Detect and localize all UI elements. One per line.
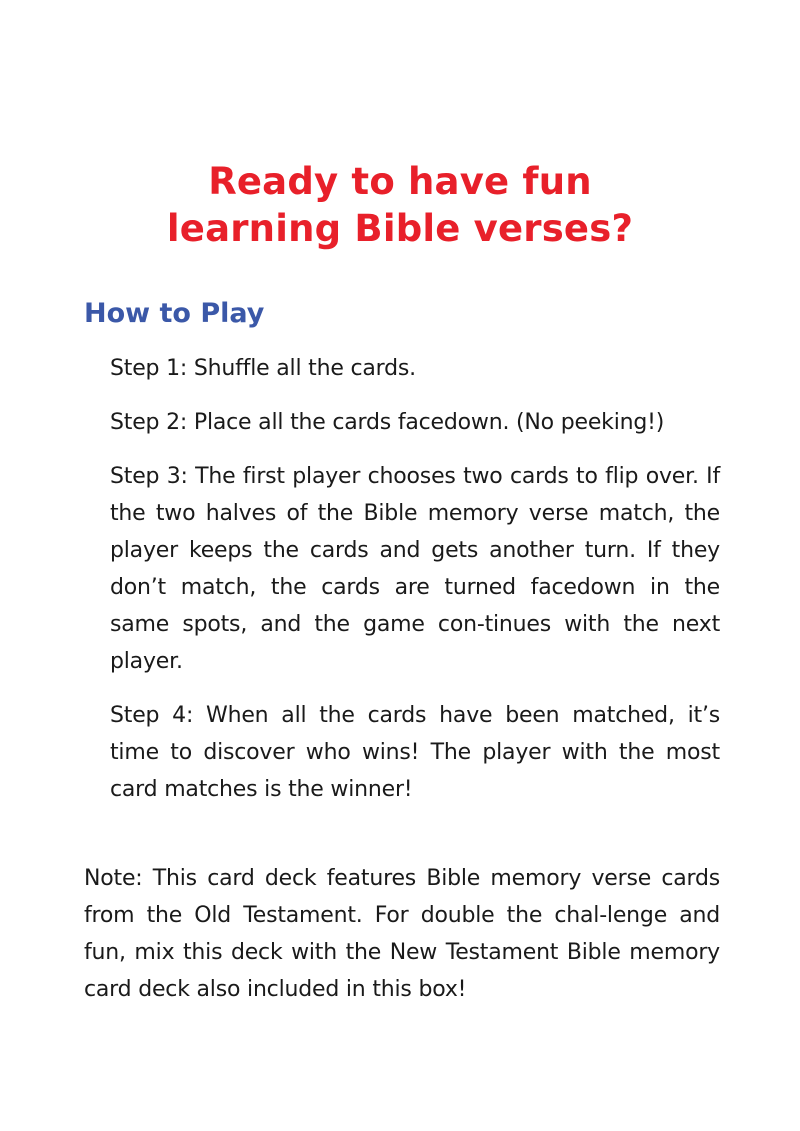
title-line-2: learning Bible verses? [166,207,634,250]
steps-list [110,350,720,825]
note-paragraph: Note: This card deck features Bible memory verse cards from the Old Testament. For double the chal-lenge and fun, mix this deck with the New Testament Bible memory card deck also included in this box! [84,866,720,1002]
title-line-1: Ready to have fun [208,160,592,203]
step-1: Step 1: Shuffle all the cards. [110,356,416,381]
step-4: Step 4: When all the cards have been matched, it’s time to discover who wins! The player with the most card matches is the winner! [110,703,720,802]
section-heading: How to Play [84,298,265,329]
step-3: Step 3: The first player chooses two cards to flip over. If the two halves of the Bible memory verse match, the player keeps the cards and gets another turn. If they don’t match, the cards are turned facedown in the same spots, and the game con-tinues with the next player. [110,464,720,674]
page-title [0,158,800,252]
step-2: Step 2: Place all the cards facedown. (No peeking!) [110,410,665,435]
